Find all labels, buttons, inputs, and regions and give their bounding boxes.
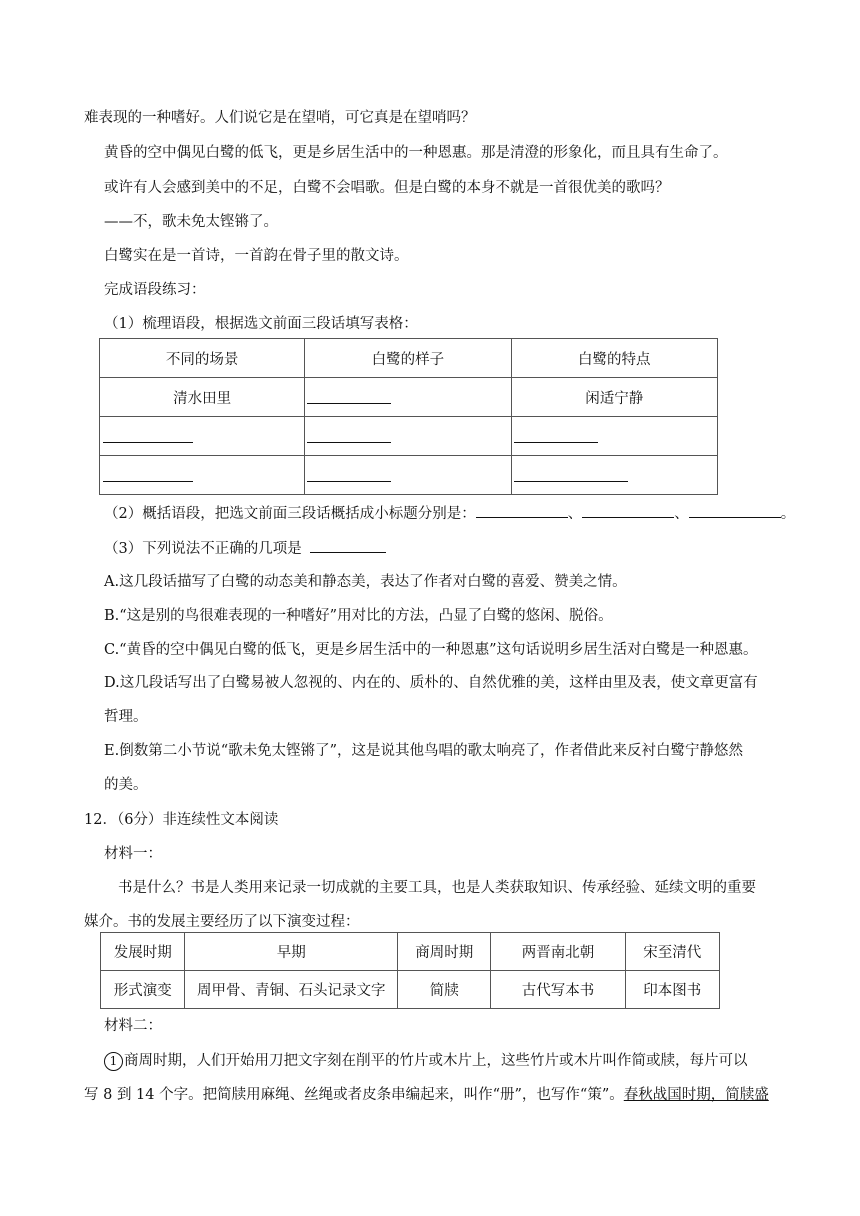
table-cell: 两晋南北朝 — [491, 933, 625, 971]
table-cell: 周甲骨、青铜、石头记录文字 — [185, 971, 398, 1009]
material-1-label: 材料一： — [104, 846, 162, 862]
paragraph-line: 白鹭实在是一首诗，一首韵在骨子里的散文诗。 — [104, 248, 409, 264]
material-2-text: 写 8 到 14 个字。把简牍用麻绳、丝绳或者皮条串编起来，叫作“册”，也写作“策”。 — [84, 1087, 624, 1103]
table-cell-blank[interactable] — [305, 456, 511, 495]
material-2-paragraph — [104, 1051, 748, 1071]
table-cell-blank[interactable] — [511, 417, 717, 456]
question-2-text: （2）概括语段，把选文前面三段话概括成小标题分别是： — [104, 506, 476, 522]
table-header-cell: 不同的场景 — [100, 339, 305, 378]
table-cell: 早期 — [185, 933, 398, 971]
table-cell-blank[interactable] — [511, 456, 717, 495]
fill-in-table — [99, 338, 718, 495]
table-cell-blank[interactable] — [305, 417, 511, 456]
table-cell: 古代写本书 — [491, 971, 625, 1009]
separator: 、 — [567, 506, 583, 522]
separator: 、 — [674, 506, 689, 522]
period: 。 — [780, 506, 796, 522]
material-1-paragraph-cont: 媒介。书的发展主要经历了以下演变过程： — [84, 914, 360, 930]
question-1: （1）梳理语段，根据选文前面三段话填写表格： — [104, 316, 418, 332]
table-cell: 商周时期 — [398, 933, 491, 971]
table-cell-blank[interactable] — [100, 417, 305, 456]
table-cell-blank[interactable] — [100, 456, 305, 495]
underlined-text: 春秋战国时期，简牍盛 — [623, 1087, 769, 1103]
answer-blank[interactable] — [310, 538, 386, 553]
answer-blank[interactable] — [582, 503, 674, 518]
table-cell: 发展时期 — [101, 933, 185, 971]
material-2-label: 材料二： — [104, 1018, 162, 1034]
question-12-title: 12．（6分）非连续性文本阅读 — [84, 812, 279, 828]
evolution-table — [100, 932, 720, 1009]
question-2 — [104, 503, 795, 524]
question-3-text: （3）下列说法不正确的几项是 — [104, 541, 302, 557]
option-b: B.“这是别的鸟很难表现的一种嗜好”用对比的方法，凸显了白鹭的悠闲、脱俗。 — [104, 608, 613, 624]
material-2-text: 商周时期，人们开始用刀把文字刻在削平的竹片或木片上，这些竹片或木片叫作简或牍，每片可以 — [124, 1053, 748, 1069]
table-cell: 清水田里 — [100, 378, 305, 417]
table-cell-blank[interactable] — [305, 378, 511, 417]
paragraph-line: 或许有人会感到美中的不足，白鹭不会唱歌。但是白鹭的本身不就是一首很优美的歌吗？ — [104, 180, 670, 196]
option-d: D.这几段话写出了白鹭易被人忽视的、内在的、质朴的、自然优雅的美，这样由里及表，使文章更富有 — [104, 675, 758, 691]
table-cell: 印本图书 — [625, 971, 719, 1009]
table-cell: 闲适宁静 — [511, 378, 717, 417]
question-3 — [104, 538, 386, 559]
answer-blank[interactable] — [689, 503, 781, 518]
option-c: C.“黄昏的空中偶见白鹭的低飞，更是乡居生活中的一种恩惠”这句话说明乡居生活对白鹭是一种恩惠。 — [104, 642, 758, 658]
table-cell: 简牍 — [398, 971, 491, 1009]
material-2-paragraph-cont — [84, 1085, 769, 1105]
table-cell: 形式演变 — [101, 971, 185, 1009]
paragraph-line: 黄昏的空中偶见白鹭的低飞，更是乡居生活中的一种恩惠。那是清澄的形象化，而且具有生命了。 — [104, 145, 728, 161]
table-cell: 宋至清代 — [625, 933, 719, 971]
exercise-heading: 完成语段练习： — [104, 282, 206, 298]
circled-number-icon: 1 — [104, 1052, 123, 1071]
paragraph-line: 难表现的一种嗜好。人们说它是在望哨，可它真是在望哨吗？ — [84, 110, 476, 126]
option-d-cont: 哲理。 — [104, 709, 148, 725]
material-1-paragraph: 书是什么？书是人类用来记录一切成就的主要工具，也是人类获取知识、传承经验、延续文明的重要 — [118, 880, 756, 896]
paragraph-line: ——不，歌未免太铿锵了。 — [104, 214, 278, 230]
option-e: E.倒数第二小节说“歌未免太铿锵了”，这是说其他鸟唱的歌太响亮了，作者借此来反衬白鹭宁静悠然 — [104, 743, 744, 759]
option-e-cont: 的美。 — [104, 777, 148, 793]
option-a: A.这几段话描写了白鹭的动态美和静态美，表达了作者对白鹭的喜爱、赞美之情。 — [104, 574, 627, 590]
answer-blank[interactable] — [476, 503, 568, 518]
table-header-cell: 白鹭的特点 — [511, 339, 717, 378]
table-header-cell: 白鹭的样子 — [305, 339, 511, 378]
